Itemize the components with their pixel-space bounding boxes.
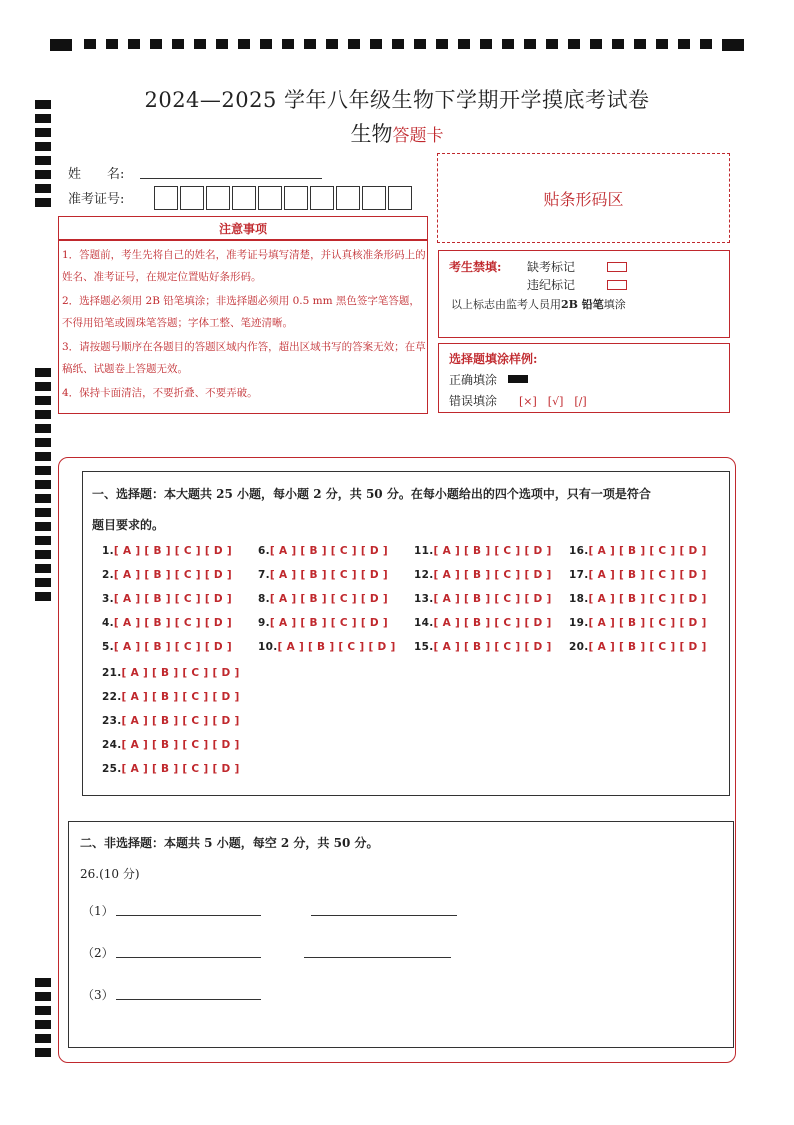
card-subtitle [0, 118, 794, 148]
mc-question-23[interactable]: 23.[ A ] [ B ] [ C ] [ D ] [102, 715, 240, 727]
part-2-label: （2） [82, 946, 114, 960]
mc-question-17[interactable]: 17.[ A ] [ B ] [ C ] [ D ] [569, 569, 707, 581]
correct-fill-mark [508, 375, 528, 383]
forbidden-note-suffix: 填涂 [603, 298, 626, 311]
forbidden-title: 考生禁填: [449, 260, 502, 274]
exam-title: 2024—2025 学年八年级生物下学期开学摸底考试卷 [144, 88, 650, 112]
notice-item-3: 3．请按题号顺序在各题目的答题区域内作答，超出区域书写的答案无效；在草稿纸、试题卷上答题无效。 [62, 341, 426, 375]
forbidden-note-prefix: 以上标志由监考人员用 [451, 298, 561, 311]
mc-question-15[interactable]: 15.[ A ] [ B ] [ C ] [ D ] [414, 641, 552, 653]
mc-question-14[interactable]: 14.[ A ] [ B ] [ C ] [ D ] [414, 617, 552, 629]
mc-question-5[interactable]: 5.[ A ] [ B ] [ C ] [ D ] [102, 641, 232, 653]
answer-line-2a[interactable] [116, 957, 261, 958]
violation-mark-box[interactable] [607, 280, 627, 290]
notice-title: 注意事项 [218, 222, 267, 236]
wrong-fill-label: 错误填涂 [449, 394, 498, 408]
timing-marks-left-2 [35, 368, 51, 608]
mc-question-10[interactable]: 10.[ A ] [ B ] [ C ] [ D ] [258, 641, 396, 653]
answer-card-label: 答题卡 [392, 126, 444, 146]
answer-line-2b[interactable] [304, 957, 451, 958]
barcode-area-label: 贴条形码区 [543, 189, 624, 209]
mc-question-4[interactable]: 4.[ A ] [ B ] [ C ] [ D ] [102, 617, 232, 629]
wrong-fill-marks: [×] [√] [/] [519, 395, 587, 408]
mc-question-20[interactable]: 20.[ A ] [ B ] [ C ] [ D ] [569, 641, 707, 653]
mc-question-3[interactable]: 3.[ A ] [ B ] [ C ] [ D ] [102, 593, 232, 605]
mc-question-11[interactable]: 11.[ A ] [ B ] [ C ] [ D ] [414, 545, 552, 557]
mc-question-13[interactable]: 13.[ A ] [ B ] [ C ] [ D ] [414, 593, 552, 605]
mc-question-18[interactable]: 18.[ A ] [ B ] [ C ] [ D ] [569, 593, 707, 605]
name-field[interactable] [140, 178, 322, 179]
correct-fill-label: 正确填涂 [449, 373, 498, 387]
absent-label: 缺考标记 [527, 260, 576, 274]
notice-item-4: 4．保持卡面清洁，不要折叠、不要弄破。 [62, 387, 258, 399]
section2-title: 二、非选择题：本题共 5 小题，每空 2 分，共 50 分。 [80, 836, 379, 850]
mc-question-16[interactable]: 16.[ A ] [ B ] [ C ] [ D ] [569, 545, 707, 557]
section2-box [68, 821, 734, 1048]
forbidden-note-bold: 2B 铅笔 [561, 298, 604, 311]
mc-question-24[interactable]: 24.[ A ] [ B ] [ C ] [ D ] [102, 739, 240, 751]
id-label: 准考证号: [68, 192, 125, 207]
sample-title: 选择题填涂样例: [449, 352, 538, 366]
answer-line-1a[interactable] [116, 915, 261, 916]
notice-item-2: 2．选择题必须用 2B 铅笔填涂；非选择题必须用 0.5 mm 黑色签字笔答题，不得用铅笔或圆珠笔答题；字体工整、笔迹清晰。 [62, 295, 420, 329]
timing-marks-left-3 [35, 978, 51, 1068]
mc-question-21[interactable]: 21.[ A ] [ B ] [ C ] [ D ] [102, 667, 240, 679]
notice-title-box [58, 216, 428, 240]
answer-line-1b[interactable] [311, 915, 457, 916]
mc-question-25[interactable]: 25.[ A ] [ B ] [ C ] [ D ] [102, 763, 240, 775]
section1-instruction-2: 题目要求的。 [92, 518, 165, 532]
mc-question-6[interactable]: 6.[ A ] [ B ] [ C ] [ D ] [258, 545, 388, 557]
subject-label: 生物 [350, 122, 393, 146]
barcode-area[interactable] [437, 153, 730, 243]
absent-mark-box[interactable] [607, 262, 627, 272]
violation-label: 违纪标记 [527, 278, 576, 292]
notice-item-1: 1．答题前，考生先将自己的姓名，准考证号填写清楚，并认真核准条形码上的姓名、准考证号，在规定位置贴好条形码。 [62, 249, 426, 283]
mc-question-2[interactable]: 2.[ A ] [ B ] [ C ] [ D ] [102, 569, 232, 581]
name-label: 姓 名: [68, 167, 125, 182]
answer-line-3[interactable] [116, 999, 261, 1000]
mc-question-9[interactable]: 9.[ A ] [ B ] [ C ] [ D ] [258, 617, 388, 629]
mc-question-7[interactable]: 7.[ A ] [ B ] [ C ] [ D ] [258, 569, 388, 581]
section1-instruction-1: 一、选择题：本大题共 25 小题，每小题 2 分，共 50 分。在每小题给出的四个选项中，只有一项是符合 [92, 487, 651, 501]
part-3-label: （3） [82, 988, 114, 1002]
mc-question-19[interactable]: 19.[ A ] [ B ] [ C ] [ D ] [569, 617, 707, 629]
mc-question-8[interactable]: 8.[ A ] [ B ] [ C ] [ D ] [258, 593, 388, 605]
part-1-label: （1） [82, 904, 114, 918]
question-26-label: 26.(10 分) [80, 867, 140, 881]
mc-question-12[interactable]: 12.[ A ] [ B ] [ C ] [ D ] [414, 569, 552, 581]
mc-question-1[interactable]: 1.[ A ] [ B ] [ C ] [ D ] [102, 545, 232, 557]
forbidden-note [451, 296, 626, 312]
timing-marks-top [0, 0, 794, 60]
mc-question-22[interactable]: 22.[ A ] [ B ] [ C ] [ D ] [102, 691, 240, 703]
